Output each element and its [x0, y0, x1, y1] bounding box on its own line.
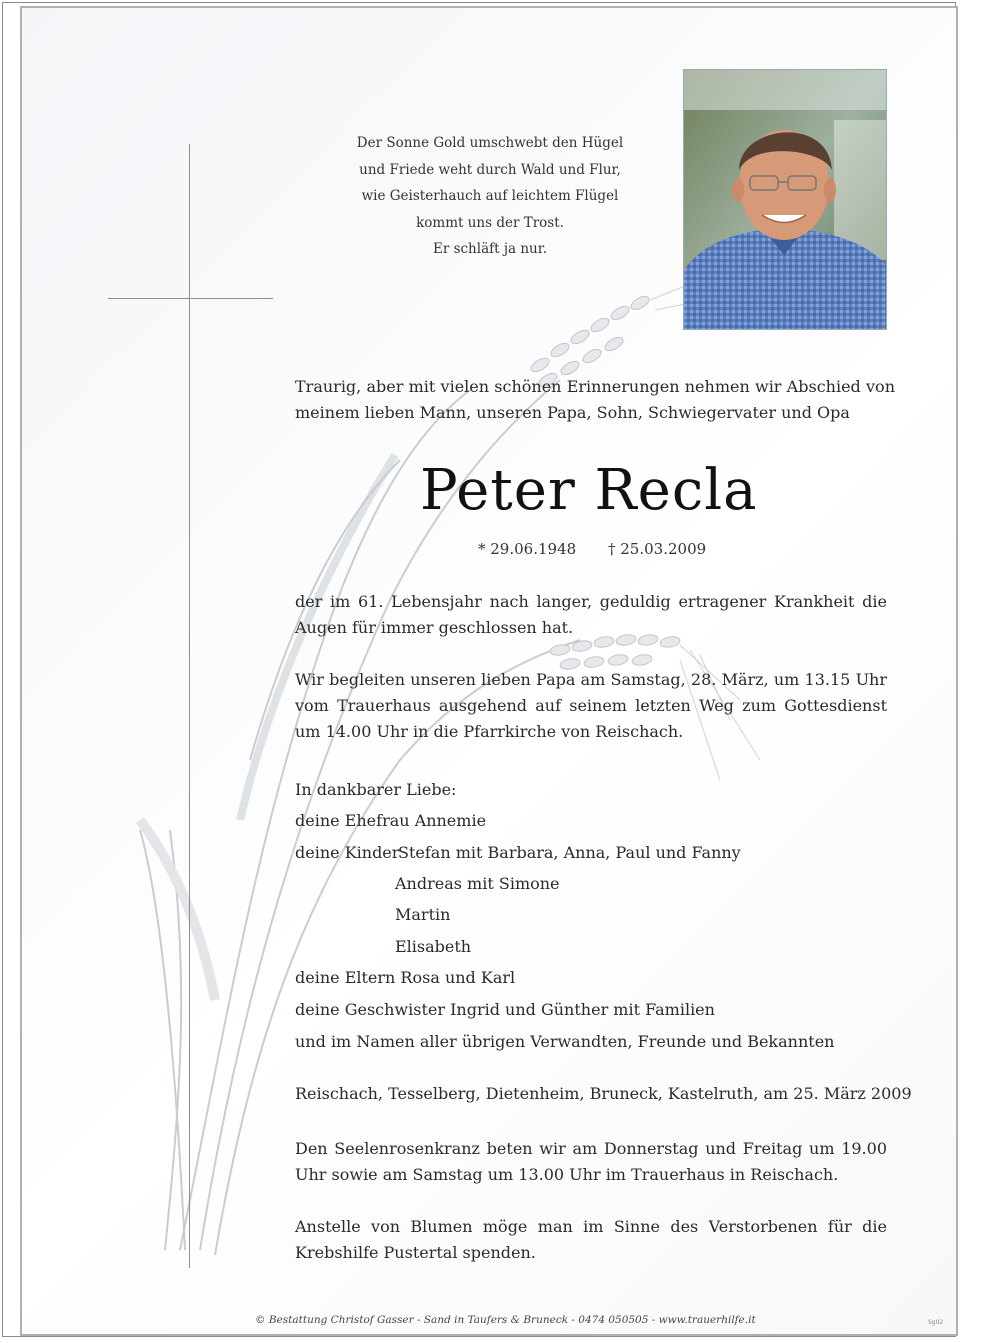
death-date: † 25.03.2009	[608, 540, 707, 558]
birth-date: * 29.06.1948	[478, 540, 577, 558]
deceased-name: Peter Recla	[420, 458, 758, 523]
mourner-child: Andreas mit Simone	[395, 874, 560, 893]
corner-mark: Sg02	[928, 1319, 944, 1326]
funeral-paragraph: Wir begleiten unseren lieben Papa am Samstag, 28. März, um 13.15 Uhr vom Trauerhaus ausgehend auf seinem letzten Weg zum Gottesdienst um 14.00 Uhr in die Pfarrkirche von Reischach.	[295, 670, 887, 741]
mourner-parents: deine Eltern Rosa und Karl	[295, 968, 516, 987]
verse-line: und Friede weht durch Wald und Flur,	[359, 161, 621, 178]
mourner-children-label: deine Kinder	[295, 843, 400, 862]
donation-paragraph: Anstelle von Blumen möge man im Sinne des Verstorbenen für die Krebshilfe Pustertal spenden.	[295, 1217, 887, 1262]
verse-line: Der Sonne Gold umschwebt den Hügel	[356, 135, 624, 151]
mourner-child: Elisabeth	[395, 937, 472, 956]
memorial-verse	[330, 130, 650, 263]
verse-line: wie Geisterhauch auf leichtem Flügel	[361, 188, 619, 204]
mourner-child: Stefan mit Barbara, Anna, Paul und Fanny	[398, 843, 741, 862]
footer-credit: © Bestattung Christof Gasser - Sand in Taufers & Bruneck - 0474 050505 - www.trauerhilfe.it	[255, 1314, 756, 1326]
intro-text: Traurig, aber mit vielen schönen Erinnerungen nehmen wir Abschied von meinem lieben Mann, unseren Papa, Sohn, Schwiegervater und Opa	[295, 377, 895, 422]
rosary-paragraph: Den Seelenrosenkranz beten wir am Donnerstag und Freitag um 19.00 Uhr sowie am Samstag um 13.00 Uhr im Trauerhaus in Reischach.	[295, 1139, 887, 1184]
mourners-heading: In dankbarer Liebe:	[295, 780, 457, 799]
mourner-siblings: deine Geschwister Ingrid und Günther mit Familien	[295, 1000, 715, 1019]
verse-line: kommt uns der Trost.	[416, 214, 564, 231]
mourner-child: Martin	[395, 905, 451, 924]
cross-horizontal	[108, 298, 273, 299]
mourner-others: und im Namen aller übrigen Verwandten, Freunde und Bekannten	[295, 1032, 835, 1051]
illness-paragraph: der im 61. Lebensjahr nach langer, geduldig ertragener Krankheit die Augen für immer geschlossen hat.	[295, 592, 887, 637]
mourner-wife: deine Ehefrau Annemie	[295, 811, 487, 830]
place-date: Reischach, Tesselberg, Dietenheim, Bruneck, Kastelruth, am 25. März 2009	[295, 1084, 912, 1103]
portrait-photo	[683, 69, 887, 330]
verse-line: Er schläft ja nur.	[432, 241, 548, 257]
cross-vertical	[189, 144, 190, 1268]
